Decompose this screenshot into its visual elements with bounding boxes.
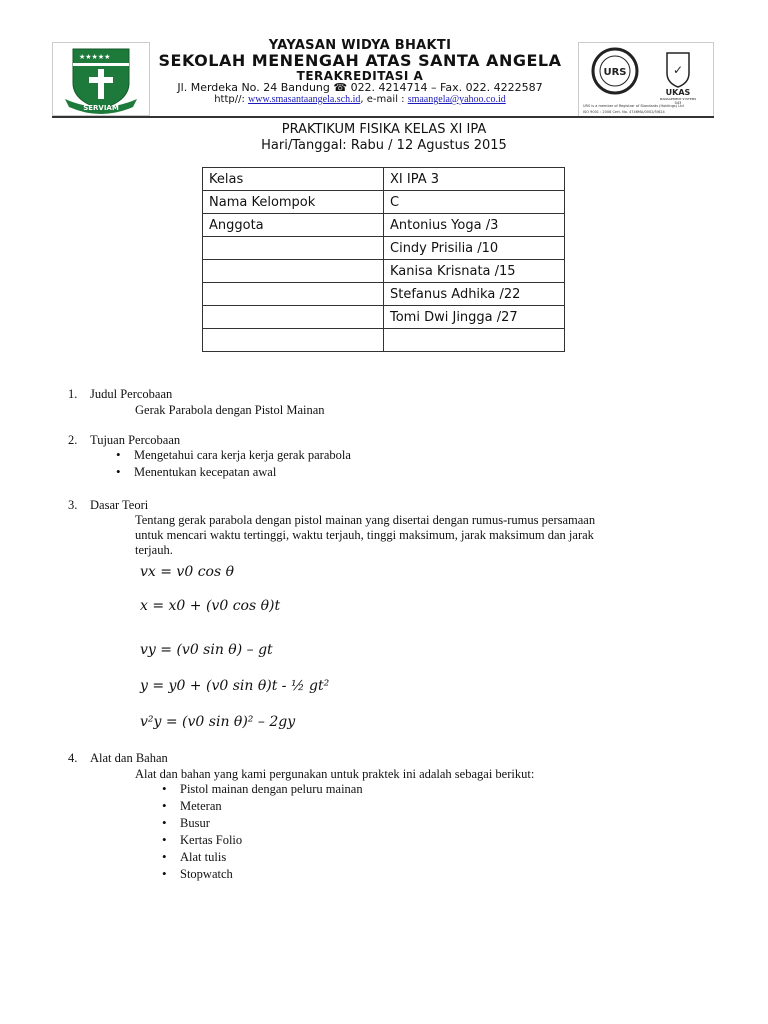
table-cell <box>203 237 384 260</box>
svg-text:SERVIAM: SERVIAM <box>83 104 119 112</box>
table-cell: Tomi Dwi Jingga /27 <box>384 306 565 329</box>
document-title: PRAKTIKUM FISIKA KELAS XI IPA <box>281 122 487 137</box>
materials-intro: Alat dan bahan yang kami pergunakan untuk praktek ini adalah sebagai berikut: <box>135 767 535 781</box>
school-name: SEKOLAH MENENGAH ATAS SANTA ANGELA <box>158 51 562 70</box>
table-row <box>203 237 565 260</box>
table-row <box>203 329 565 352</box>
formula-x <box>140 598 280 614</box>
table-cell: Kanisa Krisnata /15 <box>384 260 565 283</box>
table-cell: Cindy Prisilia /10 <box>384 237 565 260</box>
formula-vx <box>140 564 234 580</box>
svg-text:043: 043 <box>674 101 682 105</box>
section-3-title: Dasar Teori <box>90 498 149 512</box>
table-cell: Anggota <box>203 214 384 237</box>
website-link[interactable]: www.smasantaangela.sch.id <box>248 94 361 105</box>
table-cell: C <box>384 191 565 214</box>
section-2-number: 2. <box>68 433 78 447</box>
school-logo <box>52 42 150 116</box>
section-1-number: 1. <box>68 387 78 401</box>
section-1-text: Gerak Parabola dengan Pistol Mainan <box>135 403 325 417</box>
list-item: • Menentukan kecepatan awal <box>114 465 351 482</box>
table-cell <box>203 283 384 306</box>
section-4-number: 4. <box>68 751 78 765</box>
table-row <box>203 306 565 329</box>
table-cell: Stefanus Adhika /22 <box>384 283 565 306</box>
theory-line-3: terjauh. <box>135 543 173 557</box>
http-label: http//: <box>214 94 245 105</box>
svg-text:URS is a member of Registrar o: URS is a member of Registrar of Standards (Holdings) Ltd <box>583 104 684 108</box>
table-cell: Antonius Yoga /3 <box>384 214 565 237</box>
table-row <box>203 214 565 237</box>
section-3-number: 3. <box>68 498 78 512</box>
email-link[interactable]: smaangela@yahoo.co.id <box>407 94 506 105</box>
formula-vx-text: vx = v0 cos θ <box>140 564 235 580</box>
table-cell <box>203 260 384 283</box>
list-item: • Busur <box>160 816 363 833</box>
formula-vy-squared <box>140 714 295 730</box>
materials-list <box>160 782 363 884</box>
formula-y <box>140 678 329 694</box>
table-cell: XI IPA 3 <box>384 168 565 191</box>
table-row <box>203 168 565 191</box>
table-row <box>203 191 565 214</box>
table-row <box>203 260 565 283</box>
svg-text:UKAS: UKAS <box>665 88 691 97</box>
list-item: • Alat tulis <box>160 850 363 867</box>
svg-text:MANAGEMENT SYSTEMS: MANAGEMENT SYSTEMS <box>659 97 697 101</box>
header-divider <box>52 116 714 118</box>
table-cell: Nama Kelompok <box>203 191 384 214</box>
theory-line-1: Tentang gerak parabola dengan pistol mainan yang disertai dengan rumus-rumus persamaan <box>135 513 596 527</box>
list-item: • Meteran <box>160 799 363 816</box>
table-cell <box>203 306 384 329</box>
foundation-name: YAYASAN WIDYA BHAKTI <box>268 38 452 53</box>
section-2-title: Tujuan Percobaan <box>90 433 181 447</box>
school-address: Jl. Merdeka No. 24 Bandung ☎ 022. 4214714 – Fax. 022. 4222587 <box>177 81 543 94</box>
contact-line <box>150 94 570 105</box>
svg-text:URS: URS <box>603 67 627 78</box>
section-1-title: Judul Percobaan <box>90 387 173 401</box>
table-row <box>203 283 565 306</box>
list-item: • Pistol mainan dengan peluru mainan <box>160 782 363 799</box>
accreditation: TERAKREDITASI A <box>296 69 424 83</box>
group-info-table <box>202 167 565 352</box>
formula-vy-text: vy = (v0 sin θ) – gt <box>140 642 273 658</box>
svg-text:✓: ✓ <box>672 63 684 77</box>
svg-text:ISO 9001 : 2008 Cert. No. 4746: ISO 9001 : 2008 Cert. No. 4746MA/0002/5/624 <box>583 110 665 114</box>
svg-text:★★★★★: ★★★★★ <box>79 53 111 61</box>
section-4-title: Alat dan Bahan <box>90 751 168 765</box>
objectives-list <box>114 448 351 482</box>
theory-line-2: untuk mencari waktu tertinggi, waktu terjauh, tinggi maksimum, jarak maksimum dan jarak <box>135 528 594 542</box>
date-line: Hari/Tanggal: Rabu / 12 Agustus 2015 <box>261 138 507 153</box>
email-label: , e-mail : <box>360 94 405 105</box>
list-item: • Kertas Folio <box>160 833 363 850</box>
table-cell: Kelas <box>203 168 384 191</box>
table-cell <box>203 329 384 352</box>
list-item: • Mengetahui cara kerja kerja gerak parabola <box>114 448 351 465</box>
formula-y-text: y = y0 + (v0 sin θ)t - ½ gt² <box>140 678 330 694</box>
list-item: • Stopwatch <box>160 867 363 884</box>
formula-vy <box>140 642 273 658</box>
certification-logos <box>578 42 714 118</box>
formula-x-text: x = x0 + (v0 cos θ)t <box>140 598 281 614</box>
table-cell <box>384 329 565 352</box>
formula-vy-squared-text: v²y = (v0 sin θ)² – 2gy <box>140 714 296 730</box>
